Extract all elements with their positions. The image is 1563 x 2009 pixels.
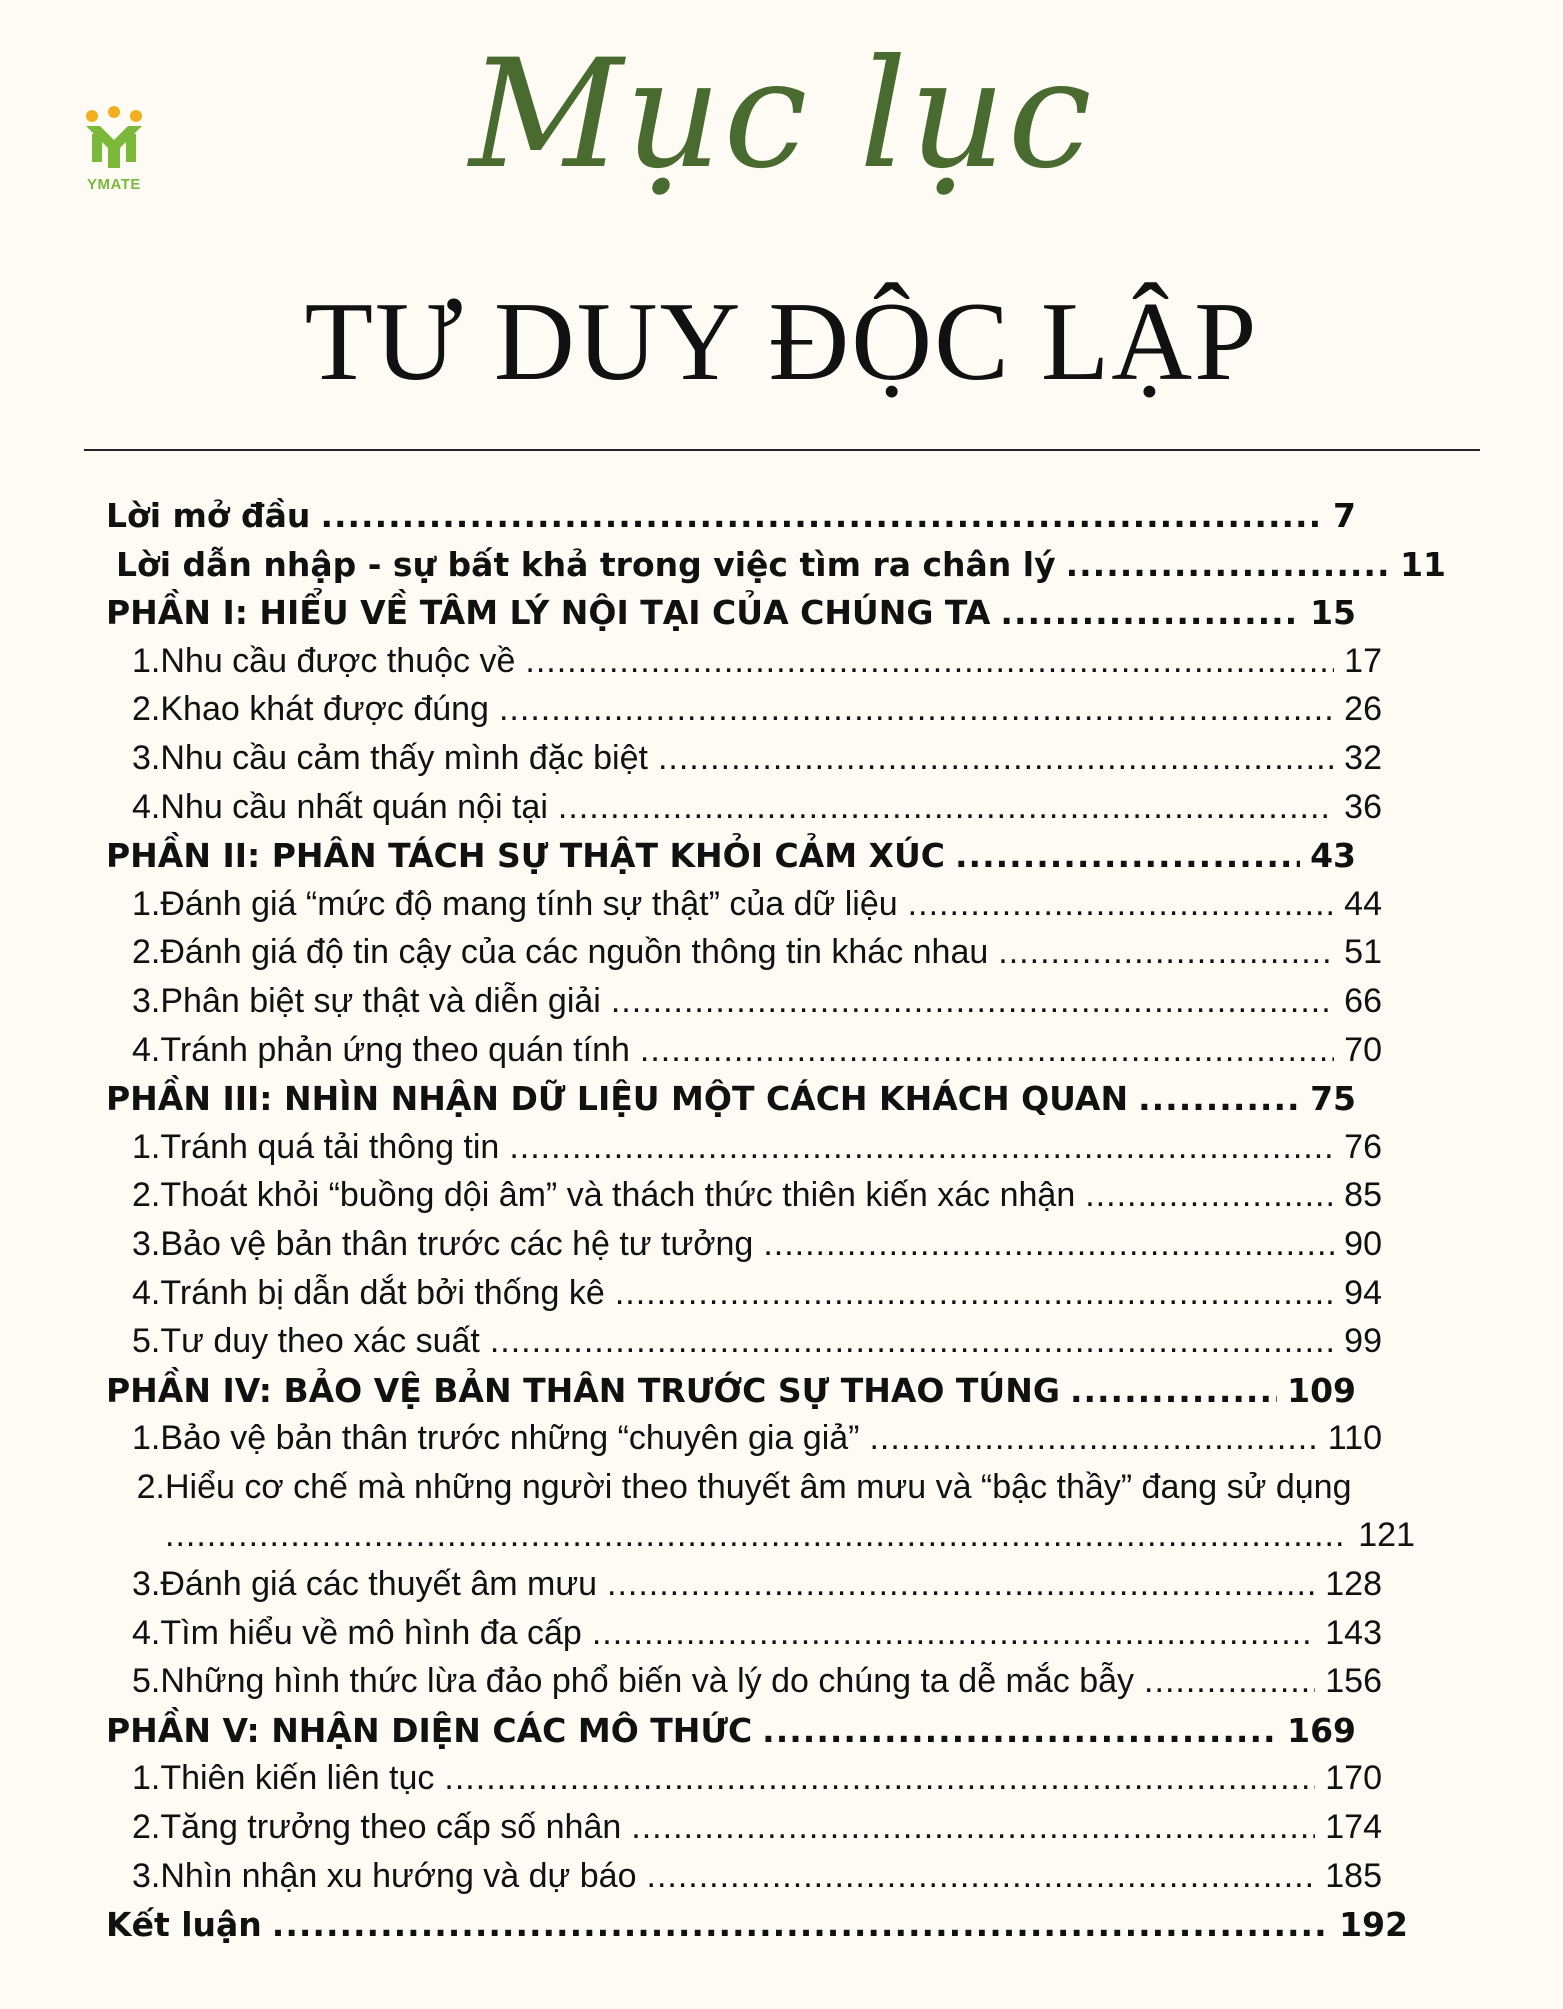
toc-section-row [106,1905,1408,1954]
toc-item-number: 1. [132,1759,161,1798]
toc-item-title: Đánh giá các thuyết âm mưu [160,1565,597,1604]
toc-page-number: 156 [1325,1662,1382,1701]
toc-page-number: 43 [1310,836,1356,876]
toc-section-row [106,836,1356,885]
toc-section-title: Lời mở đầu [106,496,311,535]
toc-section-row [106,1711,1356,1760]
toc-item-title: Những hình thức lừa đảo phổ biến và lý do chúng ta dễ mắc bẫy [160,1662,1135,1701]
toc-leader-dots [509,1128,1334,1167]
toc-item-row [106,1128,1382,1177]
toc-leader-dots [647,1857,1316,1896]
toc-item-title: Nhìn nhận xu hướng và dự báo [160,1856,637,1895]
toc-page-number: 94 [1344,1273,1382,1312]
logo-text: YMATE [87,176,141,193]
toc-leader-dots [763,1225,1334,1264]
toc-leader-dots [525,642,1334,681]
toc-leader-dots [490,1322,1334,1361]
toc-page-number: 17 [1344,641,1382,680]
toc-leader-dots [165,1516,1348,1555]
toc-item-number: 4. [132,1273,161,1312]
toc-item-title: Nhu cầu cảm thấy mình đặc biệt [160,738,648,777]
toc-leader-dots [558,788,1334,827]
toc-item-row [106,739,1382,788]
toc-page-number: 169 [1287,1710,1356,1750]
toc-section-title: Kết luận [106,1905,262,1945]
toc-item-row [106,1662,1382,1711]
toc-page-number: 32 [1344,738,1382,777]
toc-item-number: 2. [132,1176,161,1215]
toc-item-row [106,1565,1382,1614]
toc-item-number: 2. [132,1808,161,1847]
toc-section-title: Lời dẫn nhập - sự bất khả trong việc tìm ra chân lý [116,544,1056,584]
toc-section-title: PHẦN III: NHÌN NHẬN DỮ LIỆU MỘT CÁCH KHÁCH QUAN [106,1079,1129,1119]
toc-leader-dots [1085,1176,1334,1215]
toc-page-number: 75 [1310,1079,1356,1119]
toc-item-row [106,933,1382,982]
toc-item-title: Đánh giá độ tin cậy của các nguồn thông tin khác nhau [160,933,989,972]
toc-page-number: 110 [1327,1419,1382,1458]
toc-item-title: Tư duy theo xác suất [160,1322,480,1361]
toc-item-title: Tránh quá tải thông tin [160,1127,500,1166]
toc-page-number: 185 [1325,1856,1382,1895]
toc-page-number: 26 [1344,690,1382,729]
toc-leader-dots [998,933,1334,972]
toc-page-number: 99 [1344,1322,1382,1361]
toc-page-number: 70 [1344,1030,1382,1069]
toc-item-title: Tăng trưởng theo cấp số nhân [160,1808,622,1847]
toc-item-title: Thiên kiến liên tục [160,1759,435,1798]
toc-leader-dots [607,1565,1315,1604]
toc-section-title: PHẦN IV: BẢO VỆ BẢN THÂN TRƯỚC SỰ THAO TÚNG [106,1370,1060,1410]
toc-section-title: PHẦN II: PHÂN TÁCH SỰ THẬT KHỎI CẢM XÚC [106,836,946,876]
toc-page-number: 66 [1344,981,1382,1020]
toc-leader-dots [631,1808,1315,1847]
toc-item-number: 3. [132,1856,161,1895]
toc-item-title: Phân biệt sự thật và diễn giải [160,981,601,1020]
toc-page-number: 15 [1310,593,1356,633]
toc-item-number: 2. [136,1467,165,1506]
toc-leader-dots [908,885,1335,924]
toc-page-number: 121 [1358,1516,1415,1555]
toc-item-row [106,982,1382,1031]
toc-item-row [106,1176,1382,1225]
toc-leader-dots [1000,593,1300,632]
toc-page-number: 143 [1325,1613,1382,1652]
toc-item-row [106,1808,1382,1857]
toc-item-title: Bảo vệ bản thân trước các hệ tư tưởng [160,1224,754,1263]
toc-item-number: 4. [132,1030,161,1069]
toc-item-number: 5. [132,1662,161,1701]
toc-leader-dots [444,1759,1315,1798]
toc-item-row [106,642,1382,691]
toc-item-title: Khao khát được đúng [160,690,489,729]
toc-section-title: PHẦN I: HIỂU VỀ TÂM LÝ NỘI TẠI CỦA CHÚNG TA [106,593,991,633]
toc-item-title: Thoát khỏi “buồng dội âm” và thách thức thiên kiến xác nhận [160,1176,1076,1215]
toc-leader-dots [611,982,1334,1021]
toc-page-number: 36 [1344,787,1382,826]
divider [84,449,1480,451]
toc-item-number: 1. [132,641,161,680]
toc-leader-dots [1066,545,1390,584]
toc-item-row [106,1225,1382,1274]
toc-page-number: 76 [1344,1127,1382,1166]
script-title: Mục lục [469,28,1094,202]
toc-leader-dots [658,739,1334,778]
toc-leader-dots [1144,1662,1315,1701]
toc-page-number: 11 [1400,544,1446,584]
toc-leader-dots [1138,1079,1300,1118]
toc-page-number: 109 [1287,1370,1356,1410]
toc-page-number: 85 [1344,1176,1382,1215]
toc-item-row [106,1614,1382,1663]
toc-item-row [106,690,1382,739]
toc-leader-dots [272,1905,1329,1944]
toc-page-number: 90 [1344,1224,1382,1263]
toc-page-number: 7 [1333,496,1356,535]
toc-section-title: PHẦN V: NHẬN DIỆN CÁC MÔ THỨC [106,1710,753,1750]
toc-item-title: Nhu cầu nhất quán nội tại [160,787,548,826]
toc-leader-dots [869,1419,1317,1458]
toc-page-number: 192 [1339,1905,1408,1945]
toc-item-number: 3. [132,981,161,1020]
toc-item-title: Tránh bị dẫn dắt bởi thống kê [160,1273,605,1312]
toc-item-number: 3. [132,1565,161,1604]
toc-leader-dots [320,496,1323,535]
toc-item-title: Nhu cầu được thuộc về [160,641,516,680]
toc-section-row [106,496,1356,545]
toc-leader-dots [615,1274,1334,1313]
toc-item-row [106,1322,1382,1371]
table-of-contents [106,496,1486,1954]
toc-page-number: 51 [1344,933,1382,972]
toc-item-title: Bảo vệ bản thân trước những “chuyên gia giả” [160,1419,860,1458]
toc-leader-dots [499,690,1334,729]
toc-item-number: 2. [132,690,161,729]
toc-leader-dots [762,1711,1277,1750]
toc-item-number: 5. [132,1322,161,1361]
toc-leader-dots [640,1031,1334,1070]
toc-section-row [106,1371,1356,1420]
toc-item-title: Đánh giá “mức độ mang tính sự thật” của dữ liệu [160,884,898,923]
toc-item-number: 1. [132,1127,161,1166]
toc-item-number: 3. [132,738,161,777]
toc-leader-dots [592,1614,1315,1653]
toc-item-row [106,1419,1382,1468]
toc-page-number: 128 [1325,1565,1382,1604]
toc-item-number: 4. [132,787,161,826]
toc-item-number: 4. [132,1613,161,1652]
toc-item-number: 1. [132,884,161,923]
toc-page-number: 44 [1344,884,1382,923]
toc-item-number: 3. [132,1224,161,1263]
toc-item-title: Tìm hiểu về mô hình đa cấp [160,1613,582,1652]
toc-item-row [106,1274,1382,1323]
toc-item-row [106,885,1382,934]
toc-item-row [106,1857,1382,1906]
toc-item-number: 2. [132,933,161,972]
toc-item-title: Hiểu cơ chế mà những người theo thuyết âm mưu và “bậc thầy” đang sử dụng [165,1467,1352,1506]
toc-item-row [106,1759,1382,1808]
toc-section-row [106,593,1356,642]
toc-section-row [106,545,1446,594]
toc-item-row [106,1468,1486,1517]
book-title: TƯ DUY ĐỘC LẬP [304,280,1259,404]
toc-item-title: Tránh phản ứng theo quán tính [160,1030,630,1069]
toc-item-row [106,788,1382,837]
toc-section-row [106,1079,1356,1128]
toc-item-row-continued [106,1516,1415,1565]
toc-leader-dots [955,836,1300,875]
toc-page-number: 174 [1325,1808,1382,1847]
toc-item-row [106,1031,1382,1080]
toc-item-number: 1. [132,1419,161,1458]
toc-page-number: 170 [1325,1759,1382,1798]
toc-leader-dots [1070,1371,1277,1410]
